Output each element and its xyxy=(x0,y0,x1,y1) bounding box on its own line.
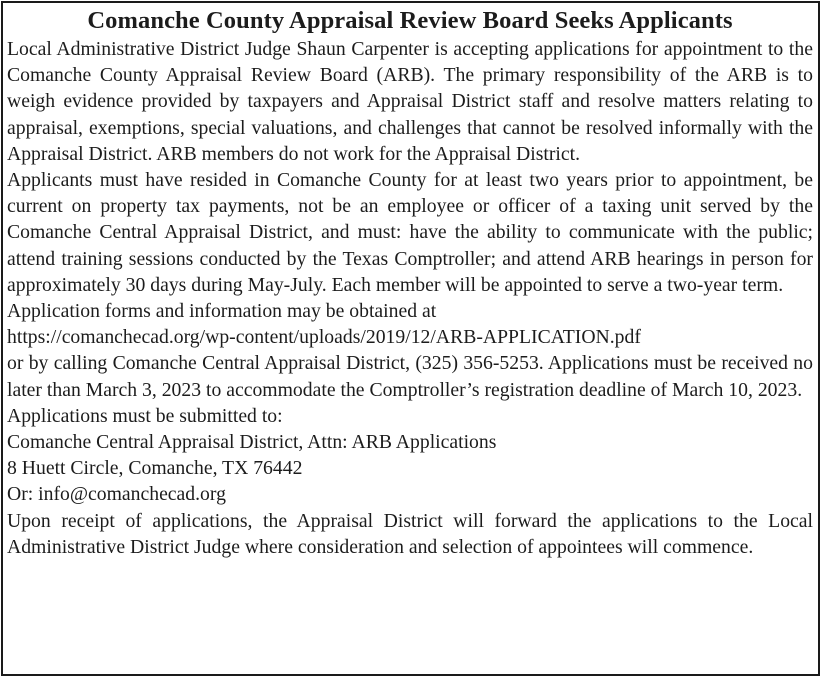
address-line-1: Comanche Central Appraisal District, Attn: ARB Applications xyxy=(7,431,497,454)
submit-intro-text: Applications must be submitted to: xyxy=(7,404,283,427)
application-url-link[interactable]: https://comanchecad.org/wp-content/uploads/2019/12/ARB-APPLICATION.pdf xyxy=(7,326,641,349)
paragraph-selection-process: Upon receipt of applications, the Appraisal District will forward the applications to the Local Administrative District Judge where consideration and selection of appointees will commence. xyxy=(7,509,813,558)
submission-address-block xyxy=(7,403,813,508)
address-line-2: 8 Huett Circle, Comanche, TX 76442 xyxy=(7,457,303,480)
notice-title: Comanche County Appraisal Review Board Seeks Applicants xyxy=(87,7,733,34)
forms-intro-text: Application forms and information may be obtained at xyxy=(7,300,437,323)
forms-info-block xyxy=(7,298,813,350)
email-line[interactable]: Or: info@comanchecad.org xyxy=(7,483,226,506)
paragraph-applicant-requirements: Applicants must have resided in Comanche County for at least two years prior to appointment, be current on property tax payments, not be an employee or officer of a taxing unit served by the Comanche Central Appraisal District, and must: have the ability to communicate with the public; attend training sessions conducted by the Texas Comptroller; and attend ARB hearings in person for approximately 30 days during May-July. Each member will be appointed to serve a two-year term. xyxy=(7,169,813,296)
paragraph-arb-description: Local Administrative District Judge Shaun Carpenter is accepting applications for appointment to the Comanche County Appraisal Review Board (ARB). The primary responsibility of the ARB is to weigh evidence provided by taxpayers and Appraisal District staff and resolve matters relating to appraisal, exemptions, special valuations, and challenges that cannot be resolved informally with the Appraisal District. ARB members do not work for the Appraisal District. xyxy=(7,38,813,165)
paragraph-deadline: or by calling Comanche Central Appraisal District, (325) 356-5253. Applications must be received no later than March 3, 2023 to accommodate the Comptroller’s registration deadline of March 10, 2023. xyxy=(7,352,813,401)
legal-notice xyxy=(1,1,820,676)
